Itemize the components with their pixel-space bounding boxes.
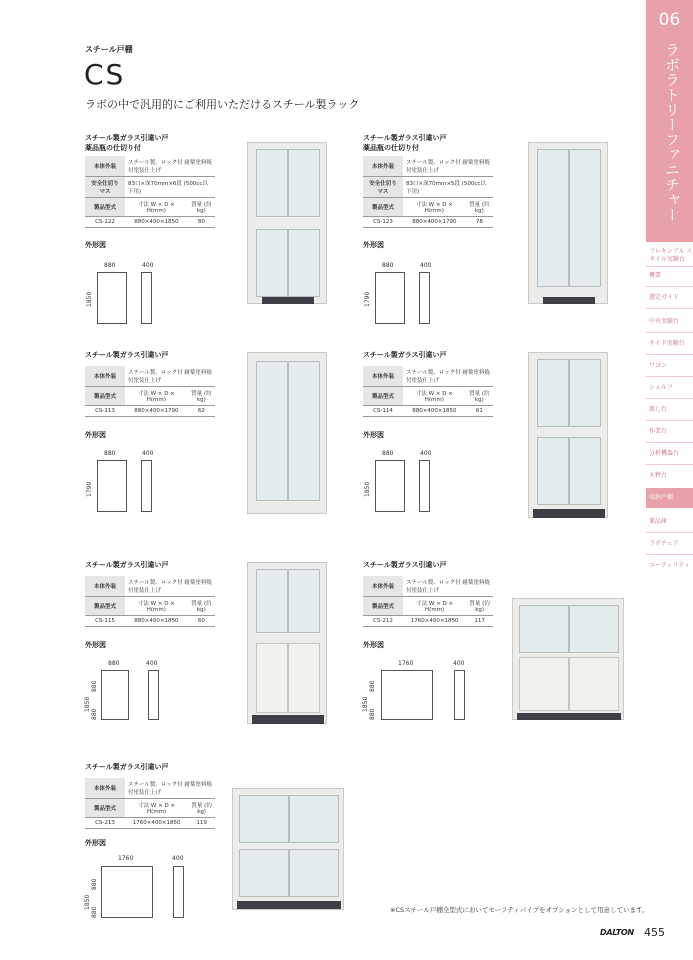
outline-label: 外形図 xyxy=(85,641,106,649)
sidebar-item-instrument-table[interactable]: 分析機器台 xyxy=(649,450,680,457)
sidebar-divider xyxy=(646,532,693,533)
sidebar-divider xyxy=(646,464,693,465)
sidebar-item-workbench[interactable]: 作業台 xyxy=(649,428,668,435)
dim-height: 1790 xyxy=(364,291,371,307)
sidebar-item-storage[interactable]: 収納戸棚 xyxy=(649,494,674,501)
model-number: CS-212 xyxy=(363,616,403,627)
dimensions: 880×400×1790 xyxy=(125,406,188,417)
sidebar-item-utility[interactable]: ユーティリティ xyxy=(649,562,690,569)
product-title: スチール製ガラス引違い戸 xyxy=(85,351,169,359)
sidebar-item-overview[interactable]: 概要 xyxy=(649,272,662,279)
side-drawing xyxy=(148,670,159,720)
front-drawing xyxy=(97,460,127,512)
cabinet-photo xyxy=(528,352,608,518)
spec-label: 本体外装 xyxy=(85,778,125,799)
page-number: 455 xyxy=(644,926,665,939)
sidebar-divider xyxy=(646,376,693,377)
spec-body: スチール製、ロック付 耐薬塗料焼付塗装仕上げ xyxy=(403,576,493,597)
spec-label: 製品型式 xyxy=(363,597,403,616)
product-title xyxy=(85,133,169,153)
front-drawing xyxy=(381,670,433,720)
cabinet-photo xyxy=(247,352,327,514)
sidebar-divider xyxy=(646,332,693,333)
spec-body: スチール製、ロック付 耐薬塗料焼付塗装仕上げ xyxy=(125,576,215,597)
front-drawing xyxy=(101,670,129,720)
sidebar-divider xyxy=(646,554,693,555)
spec-body: スチール製、ロック付 耐薬塗料焼付塗装仕上げ xyxy=(125,778,215,799)
spec-table xyxy=(363,366,493,417)
spec-table xyxy=(85,366,215,417)
dim-width: 880 xyxy=(382,262,394,269)
spec-label: 本体外装 xyxy=(85,366,125,387)
outline-label: 外形図 xyxy=(85,431,106,439)
dimensions: 880×400×1850 xyxy=(125,616,188,627)
dimensions: 880×400×1850 xyxy=(403,406,466,417)
spec-dims-header: 寸法 W × D × H(mm) xyxy=(125,198,188,217)
side-drawing xyxy=(454,670,465,720)
product-title: スチール製ガラス引違い戸 xyxy=(363,351,447,359)
weight: 61 xyxy=(466,406,493,417)
model-number: CS-123 xyxy=(363,217,403,228)
model-number: CS-114 xyxy=(363,406,403,417)
product-title-line2: 薬品瓶の仕切り付 xyxy=(85,144,141,152)
spec-table xyxy=(85,778,215,829)
sidebar-item-center-bench[interactable]: 中央実験台 xyxy=(649,318,680,325)
dim-depth: 400 xyxy=(172,855,184,862)
dim-width: 880 xyxy=(108,660,120,667)
spec-label: 製品型式 xyxy=(363,387,403,406)
outline-label: 外形図 xyxy=(363,241,384,249)
brand-logo: DALTON xyxy=(600,928,634,937)
spec-dims-header: 寸法 W × D × H(mm) xyxy=(125,799,188,818)
dim-height: 1850 xyxy=(84,696,91,712)
outline-label: 外形図 xyxy=(85,241,106,249)
spec-table xyxy=(363,576,493,627)
cabinet-photo xyxy=(232,788,344,910)
spec-weight-header: 質量 (約kg) xyxy=(466,597,493,616)
model-number: CS-113 xyxy=(85,406,125,417)
spec-table xyxy=(85,576,215,627)
spec-dims-header: 寸法 W × D × H(mm) xyxy=(125,387,188,406)
dim-depth: 400 xyxy=(420,262,432,269)
spec-safety: 83口×深70mm×6段 (500cc以下用) xyxy=(125,177,215,198)
sidebar-divider xyxy=(646,266,693,267)
cabinet-photo xyxy=(247,142,327,304)
dim-height-upper: 880 xyxy=(91,680,98,692)
sidebar-divider xyxy=(646,398,693,399)
sidebar-item-guide[interactable]: 選定ガイド xyxy=(649,294,679,301)
outline-label: 外形図 xyxy=(363,431,384,439)
spec-weight-header: 質量 (約kg) xyxy=(466,387,493,406)
side-drawing xyxy=(419,272,430,324)
spec-dims-header: 寸法 W × D × H(mm) xyxy=(125,597,188,616)
chapter-number: 06 xyxy=(658,10,681,30)
cabinet-photo xyxy=(512,598,624,720)
dim-height-upper: 880 xyxy=(369,680,376,692)
spec-label: 本体外装 xyxy=(85,156,125,177)
lead-text: ラボの中で汎用的にご利用いただけるスチール製ラック xyxy=(85,98,360,111)
dim-height: 1790 xyxy=(86,481,93,497)
dim-height-lower: 880 xyxy=(369,708,376,720)
spec-safety: 83口×深70mm×5段 (500cc以下用) xyxy=(403,177,493,198)
spec-body: スチール製、ロック付 耐薬塗料焼付塗装仕上げ xyxy=(125,366,215,387)
spec-label: 製品型式 xyxy=(85,198,125,217)
dim-height-upper: 880 xyxy=(91,878,98,890)
spec-table xyxy=(363,156,493,228)
chapter-tab[interactable] xyxy=(646,0,693,242)
cabinet-photo xyxy=(247,562,327,724)
model-number: CS-122 xyxy=(85,217,125,228)
page-title: CS xyxy=(84,58,126,91)
outline-label: 外形図 xyxy=(85,839,106,847)
dim-height: 1850 xyxy=(364,481,371,497)
dimensions: 1760×400×1850 xyxy=(125,818,188,829)
product-title-line1: スチール製ガラス引違い戸 xyxy=(85,134,169,142)
spec-dims-header: 寸法 W × D × H(mm) xyxy=(403,198,466,217)
spec-label: 本体外装 xyxy=(363,576,403,597)
product-title: スチール製ガラス引違い戸 xyxy=(85,561,169,569)
spec-dims-header: 寸法 W × D × H(mm) xyxy=(403,387,466,406)
dim-depth: 400 xyxy=(142,450,154,457)
sidebar-divider xyxy=(646,354,693,355)
dim-width: 880 xyxy=(104,450,116,457)
dim-width: 1760 xyxy=(118,855,134,862)
dim-height: 1850 xyxy=(362,696,369,712)
dim-depth: 400 xyxy=(146,660,158,667)
dimensions: 1760×400×1850 xyxy=(403,616,466,627)
side-drawing xyxy=(419,460,430,512)
spec-label: 本体外装 xyxy=(363,366,403,387)
front-drawing xyxy=(375,460,405,512)
spec-body: スチール製、ロック付 耐薬塗料焼付塗装仕上げ xyxy=(403,366,493,387)
dimensions: 880×400×1850 xyxy=(125,217,188,228)
side-drawing xyxy=(173,866,184,918)
spec-weight-header: 質量 (約kg) xyxy=(466,198,493,217)
sidebar-item-side-bench[interactable]: サイド実験台 xyxy=(649,340,685,347)
weight: 117 xyxy=(466,616,493,627)
dim-width: 1760 xyxy=(398,660,414,667)
spec-label: 製品型式 xyxy=(85,387,125,406)
chapter-title: ラボラトリーファニチャー xyxy=(663,42,681,222)
sidebar-divider xyxy=(646,420,693,421)
footer-note: ※CSスチール戸棚全型式においてセーフティパイプをオプションとして用意しています。 xyxy=(390,906,649,914)
weight: 119 xyxy=(188,818,215,829)
dim-height-lower: 880 xyxy=(91,708,98,720)
sidebar-divider xyxy=(646,442,693,443)
spec-dims-header: 寸法 W × D × H(mm) xyxy=(403,597,466,616)
side-drawing xyxy=(141,460,152,512)
sidebar-item-balance-table[interactable]: 天秤台 xyxy=(649,472,668,479)
dim-width: 880 xyxy=(382,450,394,457)
spec-body: スチール製、ロック付 耐薬塗料焼付塗装仕上げ xyxy=(403,156,493,177)
spec-weight-header: 質量 (約kg) xyxy=(188,387,215,406)
front-drawing xyxy=(101,866,153,918)
weight: 80 xyxy=(188,217,215,228)
category-label: スチール戸棚 xyxy=(85,45,133,54)
product-title-line1: スチール製ガラス引違い戸 xyxy=(363,134,447,142)
sidebar-item-chemical-cabinet[interactable]: 薬品庫 xyxy=(649,518,668,525)
spec-weight-header: 質量 (約kg) xyxy=(188,597,215,616)
sidebar-item-flexible[interactable]: フレキシブル スタイル実験台 xyxy=(649,248,693,263)
dim-depth: 400 xyxy=(453,660,465,667)
dim-height: 1850 xyxy=(86,291,93,307)
sidebar-item-shelf[interactable]: シェルフ xyxy=(649,384,673,391)
dim-height: 1850 xyxy=(84,894,91,910)
dim-height-lower: 880 xyxy=(91,906,98,918)
sidebar-item-wagon[interactable]: ワゴン xyxy=(649,362,668,369)
weight: 60 xyxy=(188,616,215,627)
product-title xyxy=(363,133,447,153)
front-drawing xyxy=(97,272,127,324)
side-drawing xyxy=(141,272,152,324)
product-title: スチール製ガラス引違い戸 xyxy=(85,763,169,771)
dim-depth: 400 xyxy=(420,450,432,457)
spec-label: 製品型式 xyxy=(85,799,125,818)
weight: 62 xyxy=(188,406,215,417)
outline-label: 外形図 xyxy=(363,641,384,649)
sidebar-divider xyxy=(646,308,693,309)
sidebar-divider xyxy=(646,286,693,287)
spec-table xyxy=(85,156,215,228)
product-title-line2: 薬品瓶の仕切り付 xyxy=(363,144,419,152)
cabinet-photo xyxy=(528,142,608,304)
dimensions: 880×400×1790 xyxy=(403,217,466,228)
model-number: CS-213 xyxy=(85,818,125,829)
spec-label: 本体外装 xyxy=(85,576,125,597)
spec-label: 本体外装 xyxy=(363,156,403,177)
spec-body: スチール製、ロック付 耐薬塗料焼付塗装仕上げ xyxy=(125,156,215,177)
spec-label: 安全仕切り マス xyxy=(363,177,403,198)
weight: 78 xyxy=(466,217,493,228)
dim-width: 880 xyxy=(104,262,116,269)
spec-weight-header: 質量 (約kg) xyxy=(188,799,215,818)
spec-label: 製品型式 xyxy=(363,198,403,217)
spec-label: 製品型式 xyxy=(85,597,125,616)
sidebar-item-sink[interactable]: 流し台 xyxy=(649,406,668,413)
front-drawing xyxy=(375,272,405,324)
spec-label: 安全仕切り マス xyxy=(85,177,125,198)
dim-depth: 400 xyxy=(142,262,154,269)
spec-weight-header: 質量 (約kg) xyxy=(188,198,215,217)
sidebar-item-lab-chair[interactable]: ラボチェア xyxy=(649,540,679,547)
product-title: スチール製ガラス引違い戸 xyxy=(363,561,447,569)
model-number: CS-115 xyxy=(85,616,125,627)
